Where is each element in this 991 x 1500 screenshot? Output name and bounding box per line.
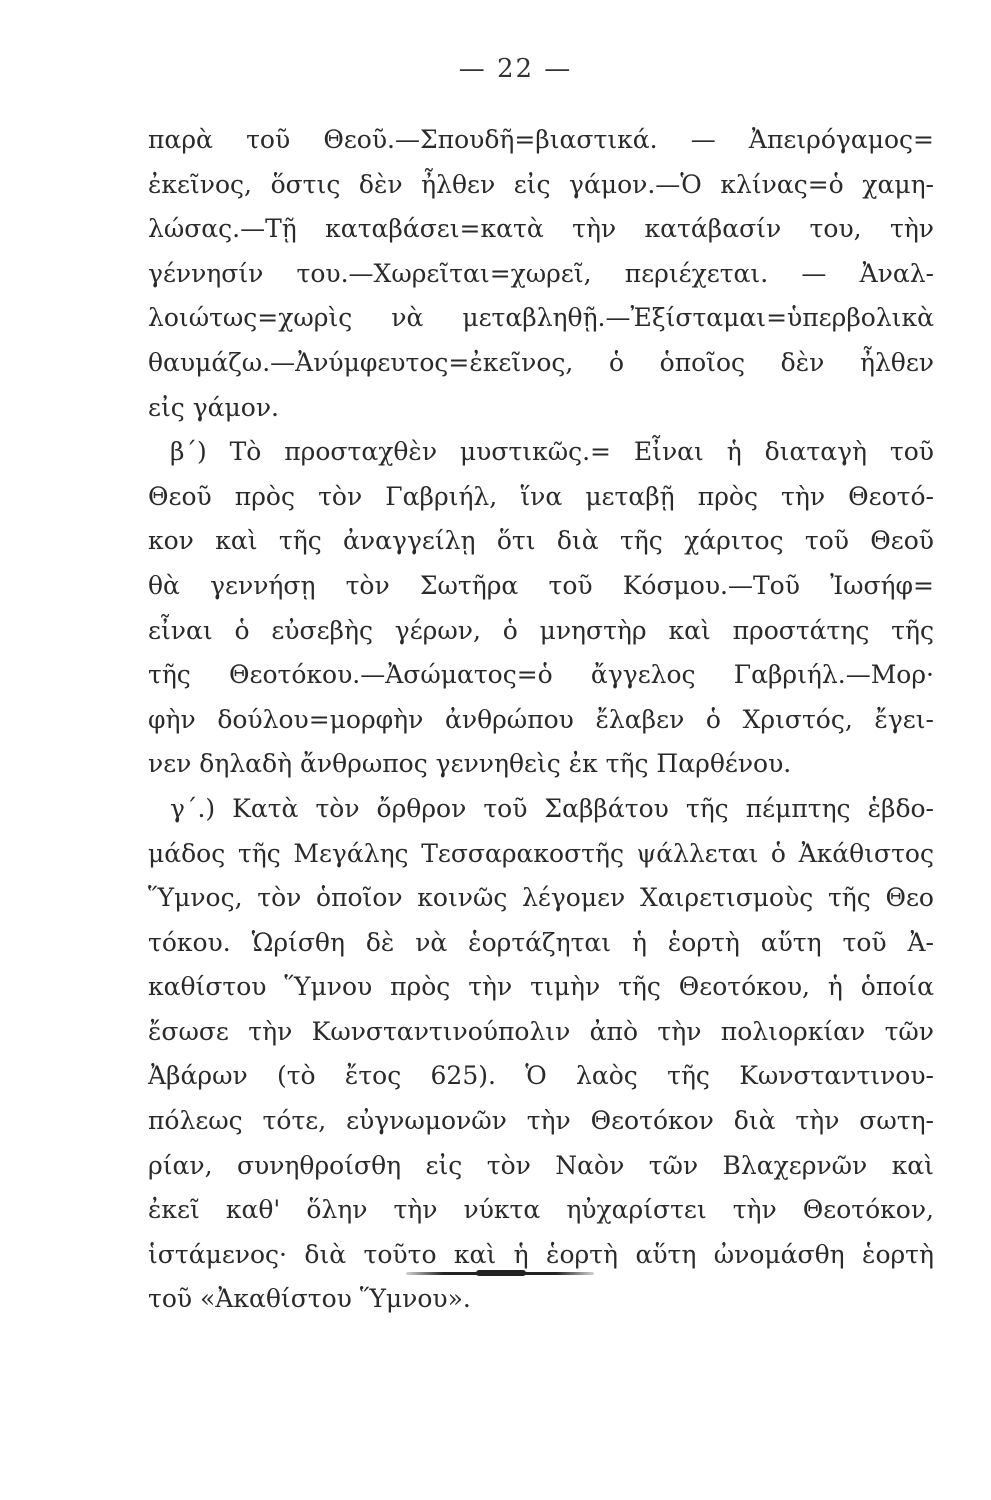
text-line: ρίαν, συνηθροίσθη εἰς τὸν Ναὸν τῶν Βλαχερνῶν καὶ <box>148 1150 934 1180</box>
text-line: εἶναι ὁ εὐσεβὴς γέρων, ὁ μνηστὴρ καὶ προστάτης τῆς <box>148 615 934 645</box>
text-line: νεν δηλαδὴ ἄνθρωπος γεννηθεὶς ἐκ τῆς Παρθένου. <box>148 749 792 779</box>
text-line: κον καὶ τῆς ἀναγγείλῃ ὅτι διὰ τῆς χάριτος τοῦ Θεοῦ <box>148 526 934 556</box>
text-line: τόκου. Ὡρίσθη δὲ νὰ ἑορτάζηται ἡ ἑορτὴ αὕτη τοῦ Ἀ- <box>148 927 934 957</box>
text-line: γ΄.) Κατὰ τὸν ὄρθρον τοῦ Σαββάτου τῆς πέμπτης ἑβδο- <box>170 793 934 823</box>
text-line: Ἀβάρων (τὸ ἔτος 625). Ὁ λαὸς τῆς Κωνσταντινου- <box>148 1061 934 1091</box>
text-line: πόλεως τότε, εὐγνωμονῶν τὴν Θεοτόκον διὰ τὴν σωτη- <box>148 1106 934 1136</box>
text-line: παρὰ τοῦ Θεοῦ.—Σπουδῆ=βιαστικά. — Ἀπειρόγαμος= <box>148 125 934 154</box>
text-line: τῆς Θεοτόκου.—Ἀσώματος=ὁ ἄγγελος Γαβριήλ.—Μορ· <box>148 660 934 690</box>
paragraph-glossary <box>148 118 934 430</box>
text-line: ἱστάμενος· διὰ τοῦτο καὶ ἡ ἑορτὴ αὕτη ὠνομάσθη ἑορτὴ <box>148 1239 934 1269</box>
text-line: ἔσωσε τὴν Κωνσταντινούπολιν ἀπὸ τὴν πολιορκίαν τῶν <box>148 1016 934 1046</box>
text-line: θὰ γεννήσῃ τὸν Σωτῆρα τοῦ Κόσμου.—Τοῦ Ἰωσήφ= <box>148 570 934 600</box>
text-line: μάδος τῆς Μεγάλης Τεσσαρακοστῆς ψάλλεται ὁ Ἀκάθιστος <box>148 838 934 868</box>
text-line: ἐκεῖ καθ' ὅλην τὴν νύκτα ηὐχαρίστει τὴν Θεοτόκον, <box>148 1195 934 1225</box>
text-line: θαυμάζω.—Ἀνύμφευτος=ἐκεῖνος, ὁ ὁποῖος δὲν ἦλθεν <box>148 347 934 377</box>
text-line: καθίστου Ὕμνου πρὸς τὴν τιμὴν τῆς Θεοτόκου, ἡ ὁποία <box>148 972 934 1002</box>
text-line: εἰς γάμον. <box>148 392 279 422</box>
paragraph-gamma <box>148 787 934 1322</box>
ornamental-divider <box>406 1272 594 1275</box>
body-text <box>148 118 934 1322</box>
text-line: Ὕμνος, τὸν ὁποῖον κοινῶς λέγομεν Χαιρετισμοὺς τῆς Θεο <box>148 883 934 913</box>
text-line: Θεοῦ πρὸς τὸν Γαβριήλ, ἵνα μεταβῇ πρὸς τὴν Θεοτό- <box>148 481 934 511</box>
text-line: ἐκεῖνος, ὅστις δὲν ἦλθεν εἰς γάμον.—Ὁ κλίνας=ὁ χαμη- <box>148 169 934 199</box>
paragraph-beta <box>148 430 934 787</box>
text-line: τοῦ «Ἀκαθίστου Ὕμνου». <box>148 1284 471 1314</box>
text-line: β΄) Τὸ προσταχθὲν μυστικῶς.= Εἶναι ἡ διαταγὴ τοῦ <box>170 437 934 467</box>
page-number: — 22 — <box>458 54 573 84</box>
text-line: φὴν δούλου=μορφὴν ἀνθρώπου ἔλαβεν ὁ Χριστός, ἔγει- <box>148 704 934 734</box>
text-line: λώσας.—Τῇ καταβάσει=κατὰ τὴν κατάβασίν του, τὴν <box>148 214 934 244</box>
text-line: γέννησίν του.—Χωρεῖται=χωρεῖ, περιέχεται. — Ἀναλ- <box>148 258 934 288</box>
text-line: λοιώτως=χωρὶς νὰ μεταβληθῇ.—Ἐξίσταμαι=ὑπερβολικὰ <box>148 303 934 333</box>
